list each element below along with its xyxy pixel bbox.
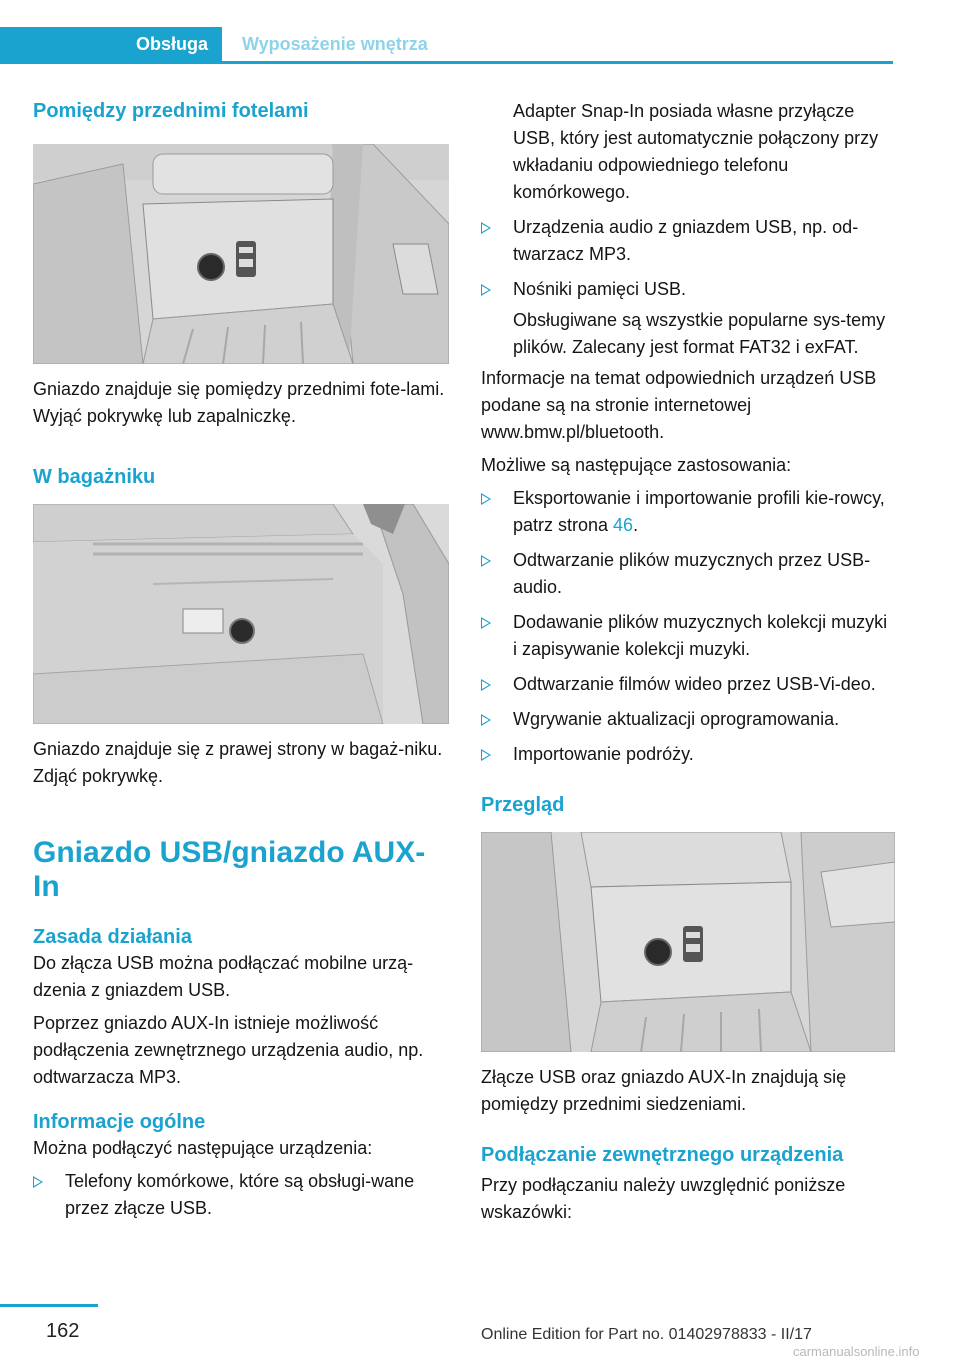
continued-text: Adapter Snap-In posiada własne przyłącze USB, który jest automatycznie połączony przy wkładaniu odpowiedniego telefonu komórkowego. [513,101,879,202]
list-item [481,741,895,768]
bullet-triangle-icon [481,714,491,726]
bullet-text: Urządzenia audio z gniazdem USB, np. od‐twarzacz MP3. [513,217,859,264]
page-number: 162 [46,1320,80,1342]
bullet-triangle-icon [481,493,491,505]
list-item [481,609,895,663]
bullet-text: Odtwarzanie filmów wideo przez USB-Vi‐deo. [513,674,876,694]
running-header [0,27,893,61]
caption-trunk: Gniazdo znajduje się z prawej strony w bagaż‐niku. Zdjąć pokrywkę. [33,739,443,786]
bullet-text: Nośniki pamięci USB. [513,279,687,299]
list-item [481,485,895,539]
list-item [481,214,895,268]
bullet-text: Wgrywanie aktualizacji oprogramowania. [513,709,840,729]
principle-para-1: Do złącza USB można podłączać mobilne urzą‐dzenia z gniazdem USB. [33,953,414,1000]
list-item [481,276,895,303]
header-chapter-tab: Obsługa [0,27,222,61]
section-title-trunk: W bagażniku [33,466,156,488]
watermark: carmanualsonline.info [793,1344,920,1359]
footer-rule [0,1304,98,1307]
right-column [481,98,895,1226]
section-title-connect: Podłączanie zewnętrznego urządzenia [481,1144,844,1166]
principle-para-2: Poprzez gniazdo AUX-In istnieje możliwość podłączenia zewnętrznego urządzenia audio, np. odtwarzacza MP3. [33,1013,424,1087]
list-item [481,706,895,733]
left-column [33,98,449,1222]
header-section-tab: Wyposażenie wnętrza [242,34,428,54]
section-title-general-info: Informacje ogólne [33,1111,206,1133]
bullet-text: Eksportowanie i importowanie profili kie‐rowcy, patrz strona [513,488,885,535]
chapter-title: Gniazdo USB/gniazdo AUX-In [33,836,426,903]
figure-console-socket [33,144,449,364]
section-title-overview: Przegląd [481,794,565,816]
figure-trunk-socket [33,504,449,724]
usb-subtext: Obsługiwane są wszystkie popularne sys‐temy plików. Zalecany jest format FAT32 i exFAT. [513,310,886,357]
footer-edition: Online Edition for Part no. 01402978833 - II/17 [481,1326,812,1343]
page-link[interactable]: 46 [613,515,634,535]
section-title-principle: Zasada działania [33,926,192,948]
bullet-text: Odtwarzanie plików muzycznych przez USB-audio. [513,550,871,597]
bullet-triangle-icon [481,555,491,567]
bullet-text: Importowanie podróży. [513,744,694,764]
list-item [481,671,895,698]
bullet-triangle-icon [481,222,491,234]
info-para: Informacje na temat odpowiednich urządzeń USB podane są na stronie internetowej www.bmw.pl/bluetooth. [481,368,877,442]
bullet-triangle-icon [481,617,491,629]
bullet-text: Telefony komórkowe, które są obsługi‐wane przez złącze USB. [65,1171,415,1218]
bullet-triangle-icon [33,1176,43,1188]
bullet-triangle-icon [481,284,491,296]
bullet-triangle-icon [481,749,491,761]
connect-para: Przy podłączaniu należy uwzględnić poniższe wskazówki: [481,1175,846,1222]
uses-intro: Możliwe są następujące zastosowania: [481,455,792,475]
bullet-triangle-icon [481,679,491,691]
list-item [481,547,895,601]
figure-overview-sockets [481,832,895,1052]
header-rule [0,61,893,64]
caption-front-seats: Gniazdo znajduje się pomiędzy przednimi fote‐lami. Wyjąć pokrywkę lub zapalniczkę. [33,379,445,426]
bullet-text-end: . [633,515,639,535]
bullet-text: Dodawanie plików muzycznych kolekcji muzyki i zapisywanie kolekcji muzyki. [513,612,888,659]
list-item [33,1168,449,1222]
general-info-intro: Można podłączyć następujące urządzenia: [33,1138,373,1158]
section-title-front-seats: Pomiędzy przednimi fotelami [33,100,309,122]
caption-overview: Złącze USB oraz gniazdo AUX-In znajdują się pomiędzy przednimi siedzeniami. [481,1067,847,1114]
